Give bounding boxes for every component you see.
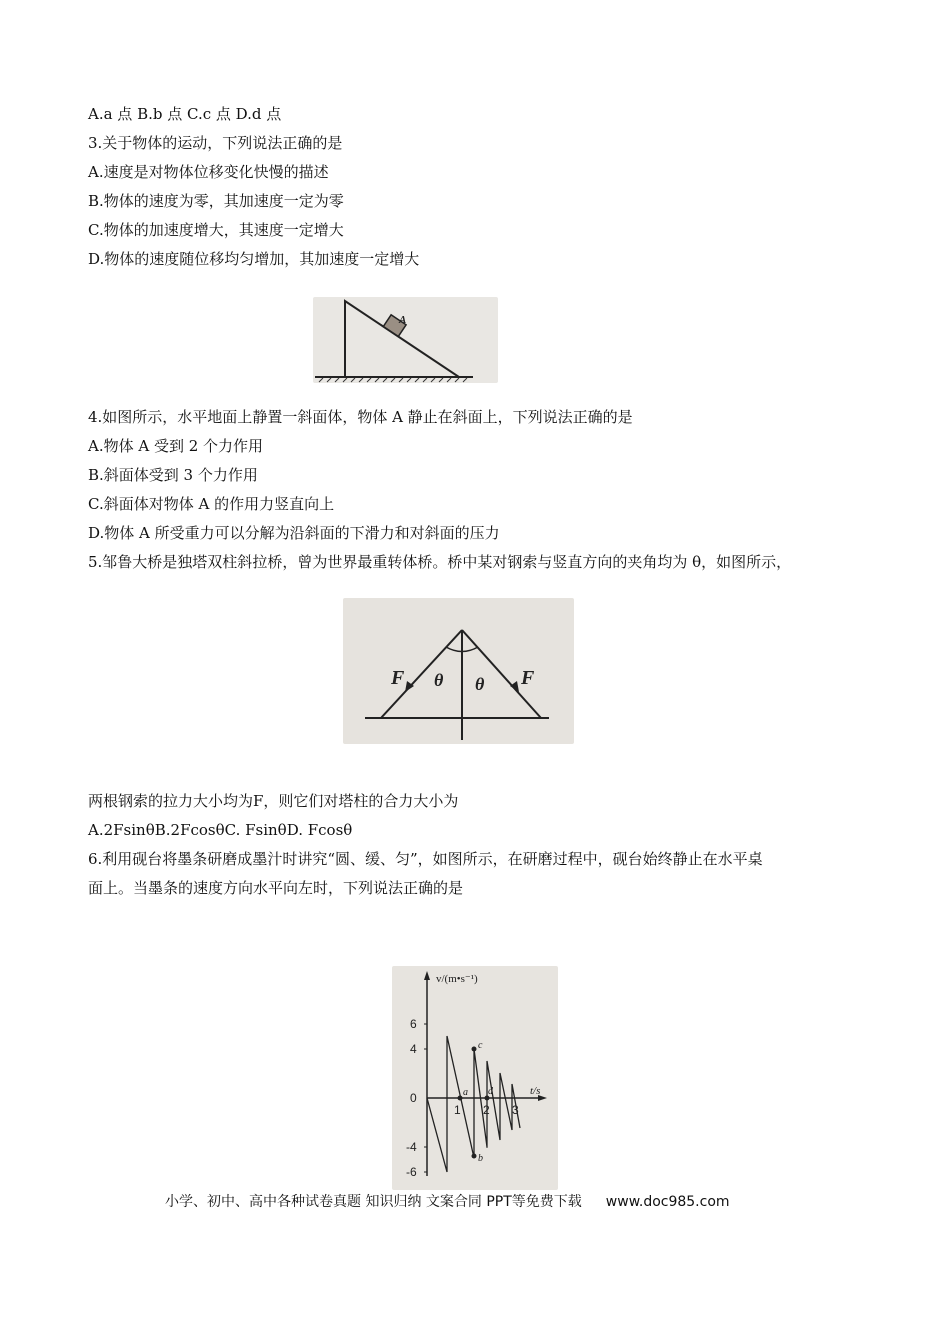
point-c-label: c [478,1040,483,1051]
x-tick-2: 2 [483,1103,490,1117]
point-b-label: b [478,1153,483,1164]
y-tick-0: 0 [410,1091,417,1105]
question-3-option-b: B.物体的速度为零，其加速度一定为零 [88,192,344,210]
question-3-option-c: C.物体的加速度增大，其速度一定增大 [88,221,344,239]
bridge-cable-figure [343,598,574,744]
footer-text: 小学、初中、高中各种试卷真题 知识归纳 文案合同 PPT等免费下载 [165,1194,582,1210]
force-label-left: F [391,667,405,689]
angle-label-left: θ [434,670,444,690]
question-4-option-b: B.斜面体受到 3 个力作用 [88,466,258,484]
question-4-option-d: D.物体 A 所受重力可以分解为沿斜面的下滑力和对斜面的压力 [88,524,500,542]
question-4-option-a: A.物体 A 受到 2 个力作用 [88,437,264,455]
point-d-label: d [488,1086,493,1097]
question-6-stem-continued: 面上。当墨条的速度方向水平向左时，下列说法正确的是 [88,879,464,897]
point-a-label: a [463,1087,468,1098]
incline-figure [313,297,498,383]
page-footer [165,1191,730,1211]
y-tick-neg6: -6 [406,1165,417,1179]
angle-label-right: θ [475,674,485,694]
velocity-time-graph [392,966,558,1190]
question-5-stem-continued: 两根钢索的拉力大小均为F，则它们对塔柱的合力大小为 [88,792,459,810]
footer-site-link[interactable]: www.doc985.com [605,1194,730,1210]
x-axis-label: t/s [530,1085,541,1097]
y-tick-neg4: -4 [406,1140,417,1154]
question-3-option-a: A.速度是对物体位移变化快慢的描述 [88,163,329,181]
question-3-stem: 3.关于物体的运动，下列说法正确的是 [88,134,343,152]
x-tick-3: 3 [512,1103,519,1117]
question-4-stem: 4.如图所示，水平地面上静置一斜面体，物体 A 静止在斜面上，下列说法正确的是 [88,408,633,426]
question-6-stem: 6.利用砚台将墨条研磨成墨汁时讲究“圆、缓、匀”，如图所示，在研磨过程中，砚台始终静止在水平桌 [88,850,763,868]
question-5-options: A.2FsinθB.2FcosθC. FsinθD. Fcosθ [88,821,353,839]
x-tick-1: 1 [454,1103,461,1117]
y-tick-4: 4 [410,1042,417,1056]
answer-options-q2: A.a 点 B.b 点 C.c 点 D.d 点 [88,105,282,123]
block-label: A [399,314,407,326]
question-5-stem: 5.邹鲁大桥是独塔双柱斜拉桥，曾为世界最重转体桥。桥中某对钢索与竖直方向的夹角均为 θ，如图所示， [88,553,792,571]
force-label-right: F [521,667,535,689]
y-axis-label: v/(m•s⁻¹) [436,973,478,985]
y-tick-6: 6 [410,1017,417,1031]
question-3-option-d: D.物体的速度随位移均匀增加，其加速度一定增大 [88,250,420,268]
question-4-option-c: C.斜面体对物体 A 的作用力竖直向上 [88,495,335,513]
